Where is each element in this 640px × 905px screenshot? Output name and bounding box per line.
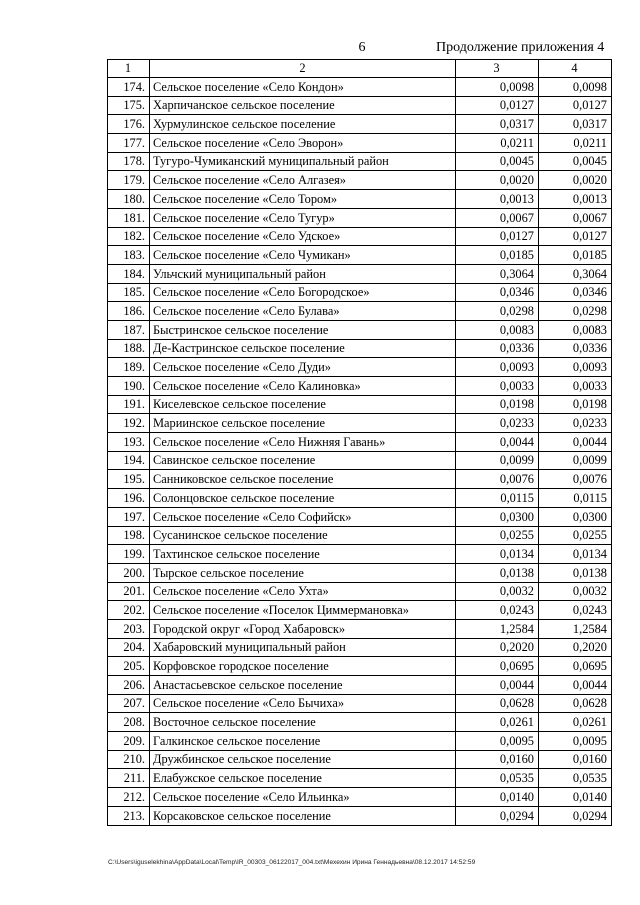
- table-row: [108, 732, 612, 751]
- row-value-4: 0,0032: [539, 582, 612, 601]
- row-value-4: 0,0083: [539, 320, 612, 339]
- row-name: Быстринское сельское поселение: [150, 320, 456, 339]
- table-body: [108, 78, 612, 826]
- row-value-4: 0,0160: [539, 750, 612, 769]
- table-row: [108, 601, 612, 620]
- row-value-3: 0,0255: [456, 526, 539, 545]
- row-number: 208.: [108, 713, 150, 732]
- row-value-3: 0,0300: [456, 507, 539, 526]
- table-row: [108, 638, 612, 657]
- row-value-4: 0,0628: [539, 694, 612, 713]
- row-name: Восточное сельское поселение: [150, 713, 456, 732]
- table-row: [108, 657, 612, 676]
- table-row: [108, 283, 612, 302]
- table-row: [108, 395, 612, 414]
- row-name: Ульчский муниципальный район: [150, 264, 456, 283]
- row-value-3: 0,0095: [456, 732, 539, 751]
- row-value-4: 0,0138: [539, 563, 612, 582]
- table-row: [108, 302, 612, 321]
- table-row: [108, 676, 612, 695]
- row-value-3: 0,0628: [456, 694, 539, 713]
- row-value-3: 0,0045: [456, 152, 539, 171]
- header-cell-1: 1: [108, 60, 150, 78]
- row-value-4: 0,0134: [539, 545, 612, 564]
- row-number: 201.: [108, 582, 150, 601]
- row-name: Сельское поселение «Село Тором»: [150, 190, 456, 209]
- row-number: 211.: [108, 769, 150, 788]
- row-number: 185.: [108, 283, 150, 302]
- table-row: [108, 414, 612, 433]
- row-value-3: 0,0211: [456, 134, 539, 153]
- table-row: [108, 507, 612, 526]
- table-row: [108, 320, 612, 339]
- row-number: 202.: [108, 601, 150, 620]
- table-row: [108, 806, 612, 825]
- row-name: Сельское поселение «Село Эворон»: [150, 134, 456, 153]
- row-value-4: 0,0346: [539, 283, 612, 302]
- row-value-4: 0,0211: [539, 134, 612, 153]
- table-row: [108, 358, 612, 377]
- row-number: 196.: [108, 489, 150, 508]
- row-value-3: 0,0134: [456, 545, 539, 564]
- row-value-4: 0,0013: [539, 190, 612, 209]
- table-row: [108, 451, 612, 470]
- row-value-3: 0,0115: [456, 489, 539, 508]
- row-value-3: 0,0298: [456, 302, 539, 321]
- row-number: 199.: [108, 545, 150, 564]
- row-value-3: 0,0140: [456, 788, 539, 807]
- row-name: Сельское поселение «Село Удское»: [150, 227, 456, 246]
- table-row: [108, 713, 612, 732]
- row-value-4: 0,0115: [539, 489, 612, 508]
- table-row: [108, 190, 612, 209]
- row-number: 203.: [108, 619, 150, 638]
- row-name: Хурмулинское сельское поселение: [150, 115, 456, 134]
- row-number: 187.: [108, 320, 150, 339]
- row-number: 189.: [108, 358, 150, 377]
- table-row: [108, 171, 612, 190]
- row-name: Галкинское сельское поселение: [150, 732, 456, 751]
- row-number: 191.: [108, 395, 150, 414]
- row-value-4: 0,0140: [539, 788, 612, 807]
- row-number: 192.: [108, 414, 150, 433]
- row-name: Сельское поселение «Село Ильинка»: [150, 788, 456, 807]
- row-number: 209.: [108, 732, 150, 751]
- row-number: 183.: [108, 246, 150, 265]
- row-number: 195.: [108, 470, 150, 489]
- row-value-4: 0,0255: [539, 526, 612, 545]
- row-number: 193.: [108, 433, 150, 452]
- row-value-4: 0,3064: [539, 264, 612, 283]
- table-row: [108, 470, 612, 489]
- row-value-4: 0,0044: [539, 433, 612, 452]
- row-value-4: 0,0095: [539, 732, 612, 751]
- row-value-4: 0,0261: [539, 713, 612, 732]
- row-value-3: 0,0020: [456, 171, 539, 190]
- row-name: Сельское поселение «Село Богородское»: [150, 283, 456, 302]
- row-value-4: 0,0243: [539, 601, 612, 620]
- row-name: Дружбинское сельское поселение: [150, 750, 456, 769]
- row-name: Санниковское сельское поселение: [150, 470, 456, 489]
- row-value-4: 0,0300: [539, 507, 612, 526]
- row-name: Сельское поселение «Село Алгазея»: [150, 171, 456, 190]
- row-value-3: 0,0185: [456, 246, 539, 265]
- row-value-4: 0,0127: [539, 96, 612, 115]
- table-row: [108, 264, 612, 283]
- row-number: 190.: [108, 377, 150, 396]
- row-value-3: 0,2020: [456, 638, 539, 657]
- row-number: 194.: [108, 451, 150, 470]
- row-number: 184.: [108, 264, 150, 283]
- row-value-3: 0,0127: [456, 96, 539, 115]
- row-value-4: 0,0076: [539, 470, 612, 489]
- row-name: Анастасьевское сельское поселение: [150, 676, 456, 695]
- row-number: 212.: [108, 788, 150, 807]
- table-row: [108, 227, 612, 246]
- row-value-3: 0,0076: [456, 470, 539, 489]
- row-number: 213.: [108, 806, 150, 825]
- row-number: 180.: [108, 190, 150, 209]
- table-row: [108, 526, 612, 545]
- row-value-3: 0,0099: [456, 451, 539, 470]
- row-name: Сельское поселение «Село Бычиха»: [150, 694, 456, 713]
- row-name: Корсаковское сельское поселение: [150, 806, 456, 825]
- table-row: [108, 769, 612, 788]
- row-name: Сельское поселение «Село Дуди»: [150, 358, 456, 377]
- row-name: Тахтинское сельское поселение: [150, 545, 456, 564]
- row-value-4: 0,0093: [539, 358, 612, 377]
- row-value-3: 0,3064: [456, 264, 539, 283]
- row-value-3: 0,0044: [456, 433, 539, 452]
- row-number: 186.: [108, 302, 150, 321]
- header-cell-3: 3: [456, 60, 539, 78]
- row-name: Елабужское сельское поселение: [150, 769, 456, 788]
- row-value-4: 0,0294: [539, 806, 612, 825]
- row-number: 174.: [108, 78, 150, 97]
- row-value-3: 0,0233: [456, 414, 539, 433]
- row-name: Сельское поселение «Село Софийск»: [150, 507, 456, 526]
- row-name: Тугуро-Чумиканский муниципальный район: [150, 152, 456, 171]
- row-value-3: 0,0243: [456, 601, 539, 620]
- row-value-3: 0,0160: [456, 750, 539, 769]
- table-row: [108, 115, 612, 134]
- row-name: Сельское поселение «Село Кондон»: [150, 78, 456, 97]
- row-number: 177.: [108, 134, 150, 153]
- row-value-4: 0,0098: [539, 78, 612, 97]
- row-value-3: 0,0032: [456, 582, 539, 601]
- row-name: Савинское сельское поселение: [150, 451, 456, 470]
- row-name: Тырское сельское поселение: [150, 563, 456, 582]
- continuation-caption: Продолжение приложения 4: [436, 40, 605, 55]
- file-path-footer: C:\Users\iguselekhina\AppData\Local\Temp\IR_00303_06122017_004.txt\Мехехин Ирина Геннадьевна\08.12.2017 14:52:59: [108, 859, 476, 866]
- row-value-3: 0,0093: [456, 358, 539, 377]
- table-header-row: [108, 60, 612, 78]
- row-name: Сельское поселение «Село Нижняя Гавань»: [150, 433, 456, 452]
- row-number: 197.: [108, 507, 150, 526]
- row-name: Корфовское городское поселение: [150, 657, 456, 676]
- row-name: Сельское поселение «Село Тугур»: [150, 208, 456, 227]
- table-row: [108, 545, 612, 564]
- row-value-4: 0,0127: [539, 227, 612, 246]
- row-value-4: 0,2020: [539, 638, 612, 657]
- row-number: 181.: [108, 208, 150, 227]
- row-name: Де-Кастринское сельское поселение: [150, 339, 456, 358]
- row-name: Сельское поселение «Село Чумикан»: [150, 246, 456, 265]
- row-value-3: 0,0083: [456, 320, 539, 339]
- row-number: 198.: [108, 526, 150, 545]
- row-value-3: 0,0044: [456, 676, 539, 695]
- table-row: [108, 750, 612, 769]
- table-row: [108, 246, 612, 265]
- row-number: 178.: [108, 152, 150, 171]
- row-value-4: 0,0185: [539, 246, 612, 265]
- row-number: 207.: [108, 694, 150, 713]
- row-name: Сельское поселение «Село Булава»: [150, 302, 456, 321]
- row-value-4: 0,0044: [539, 676, 612, 695]
- allocation-table: [107, 59, 612, 826]
- row-name: Сельское поселение «Поселок Циммермановка»: [150, 601, 456, 620]
- table-row: [108, 788, 612, 807]
- table-row: [108, 582, 612, 601]
- row-number: 175.: [108, 96, 150, 115]
- row-value-4: 0,0198: [539, 395, 612, 414]
- table-row: [108, 339, 612, 358]
- page-number: 6: [358, 40, 366, 55]
- row-name: Мариинское сельское поселение: [150, 414, 456, 433]
- table-row: [108, 489, 612, 508]
- row-value-4: 0,0067: [539, 208, 612, 227]
- row-value-3: 0,0067: [456, 208, 539, 227]
- row-name: Городской округ «Город Хабаровск»: [150, 619, 456, 638]
- row-name: Сельское поселение «Село Калиновка»: [150, 377, 456, 396]
- row-value-3: 0,0098: [456, 78, 539, 97]
- row-value-4: 0,0298: [539, 302, 612, 321]
- table-row: [108, 152, 612, 171]
- row-number: 204.: [108, 638, 150, 657]
- table-row: [108, 208, 612, 227]
- row-value-3: 0,0346: [456, 283, 539, 302]
- row-value-3: 0,0033: [456, 377, 539, 396]
- row-value-3: 0,0317: [456, 115, 539, 134]
- table-row: [108, 433, 612, 452]
- row-value-3: 0,0261: [456, 713, 539, 732]
- row-value-4: 0,0045: [539, 152, 612, 171]
- row-number: 210.: [108, 750, 150, 769]
- row-name: Сусанинское сельское поселение: [150, 526, 456, 545]
- row-value-3: 0,0336: [456, 339, 539, 358]
- row-value-4: 1,2584: [539, 619, 612, 638]
- row-number: 176.: [108, 115, 150, 134]
- row-value-4: 0,0336: [539, 339, 612, 358]
- row-name: Киселевское сельское поселение: [150, 395, 456, 414]
- row-number: 200.: [108, 563, 150, 582]
- row-name: Солонцовское сельское поселение: [150, 489, 456, 508]
- row-value-3: 0,0138: [456, 563, 539, 582]
- row-number: 206.: [108, 676, 150, 695]
- header-cell-4: 4: [539, 60, 612, 78]
- row-value-3: 0,0535: [456, 769, 539, 788]
- table-row: [108, 78, 612, 97]
- row-value-3: 0,0695: [456, 657, 539, 676]
- row-number: 179.: [108, 171, 150, 190]
- row-value-4: 0,0695: [539, 657, 612, 676]
- row-value-3: 1,2584: [456, 619, 539, 638]
- row-value-4: 0,0099: [539, 451, 612, 470]
- row-value-3: 0,0127: [456, 227, 539, 246]
- row-value-3: 0,0013: [456, 190, 539, 209]
- row-number: 188.: [108, 339, 150, 358]
- row-value-3: 0,0198: [456, 395, 539, 414]
- row-number: 205.: [108, 657, 150, 676]
- row-name: Харпичанское сельское поселение: [150, 96, 456, 115]
- row-number: 182.: [108, 227, 150, 246]
- table-row: [108, 563, 612, 582]
- row-name: Сельское поселение «Село Ухта»: [150, 582, 456, 601]
- table-row: [108, 134, 612, 153]
- table-row: [108, 619, 612, 638]
- row-value-4: 0,0020: [539, 171, 612, 190]
- row-name: Хабаровский муниципальный район: [150, 638, 456, 657]
- row-value-4: 0,0317: [539, 115, 612, 134]
- row-value-4: 0,0233: [539, 414, 612, 433]
- row-value-4: 0,0535: [539, 769, 612, 788]
- row-value-4: 0,0033: [539, 377, 612, 396]
- table-row: [108, 377, 612, 396]
- table-row: [108, 694, 612, 713]
- row-value-3: 0,0294: [456, 806, 539, 825]
- table-row: [108, 96, 612, 115]
- header-cell-2: 2: [150, 60, 456, 78]
